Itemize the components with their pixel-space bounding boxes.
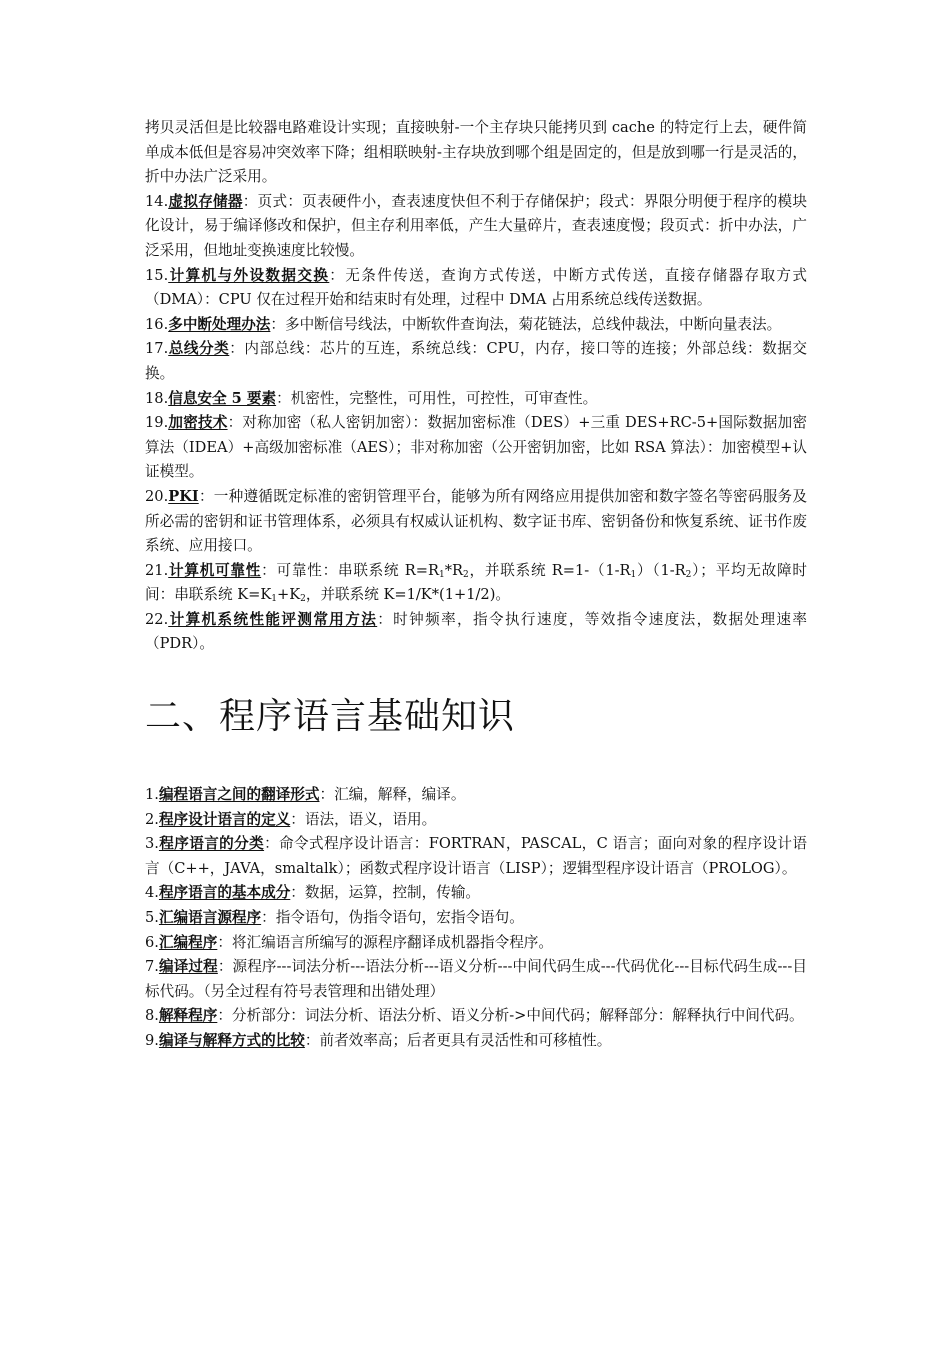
item-number: 1. — [145, 786, 159, 804]
item-number: 5. — [145, 909, 159, 927]
section-heading: 二、程序语言基础知识 — [145, 696, 516, 738]
item-number: 17. — [145, 340, 169, 358]
subscript: 2 — [300, 594, 306, 605]
item-number: 19. — [145, 414, 169, 432]
list-item-6 — [145, 931, 807, 956]
item-title: 加密技术 — [168, 414, 228, 432]
item-text: ：可靠性：串联系统 R=R — [261, 561, 440, 579]
subscript: 1 — [271, 594, 277, 605]
item-number: 14. — [145, 192, 169, 210]
item-text: ：前者效率高；后者更具有灵活性和可移植性。 — [304, 1032, 612, 1049]
item-number: 6. — [145, 933, 159, 951]
item-title: 汇编程序 — [158, 933, 218, 951]
item-text: ：无条件传送，查询方式传送，中断方式传送，直接存储器存取方式（DMA）：CPU 仅在过程开始和结束时有处理，过程中 DMA 占用系统总线传送数据。 — [145, 266, 807, 309]
item-number: 22. — [145, 610, 169, 628]
item-title: 总线分类 — [168, 340, 230, 358]
list-item-22 — [145, 608, 807, 657]
document-page — [145, 116, 807, 1054]
item-title: PKI — [168, 487, 199, 505]
list-item-3 — [145, 832, 807, 881]
item-text: ：指令语句，伪指令语句，宏指令语句。 — [261, 909, 524, 927]
item-number: 8. — [145, 1007, 159, 1025]
item-title: 程序语言的分类 — [158, 835, 265, 853]
item-title: 汇编语言源程序 — [158, 909, 262, 927]
item-title: 编译过程 — [158, 958, 218, 976]
item-number: 4. — [145, 884, 159, 902]
item-number: 2. — [145, 810, 159, 828]
item-number: 18. — [145, 389, 169, 407]
list-item-2 — [145, 808, 807, 833]
item-text: ：多中断信号线法，中断软件查询法，菊花链法，总线仲裁法，中断向量表法。 — [270, 315, 782, 333]
item-text: ：分析部分：词法分析、语法分析、语义分析->中间代码；解释部分：解释执行中间代码。 — [217, 1007, 804, 1025]
list-item-8 — [145, 1004, 807, 1029]
list-item-14 — [145, 190, 807, 264]
list-item-18 — [145, 387, 807, 412]
item-text: ，并联系统 R=1-（1-R — [468, 561, 631, 579]
item-text: ，并联系统 K=1/K*(1+1/2)。 — [305, 586, 510, 604]
item-title: 多中断处理办法 — [168, 315, 271, 333]
item-text: *R — [444, 561, 464, 579]
item-text: ：源程序---词法分析---语法分析---语义分析---中间代码生成---代码优化---目标代码生成---目标代码。（另全过程有符号表管理和出错处理） — [145, 958, 807, 1000]
item-text: ：时钟频率，指令执行速度，等效指令速度法，数据处理速率（PDR）。 — [145, 610, 807, 653]
subscript: 2 — [685, 569, 692, 580]
item-text: ：汇编，解释，编译。 — [319, 786, 466, 804]
subscript: 1 — [630, 569, 637, 580]
item-number: 9. — [145, 1032, 159, 1049]
item-title: 虚拟存储器 — [168, 192, 243, 210]
list-item-4 — [145, 881, 807, 906]
item-number: 7. — [145, 958, 159, 976]
item-number: 15. — [145, 266, 169, 284]
list-item-7 — [145, 955, 807, 1004]
subscript: 1 — [439, 569, 445, 580]
item-title: 计算机系统性能评测常用方法 — [168, 610, 378, 628]
item-text: ：对称加密（私人密钥加密）：数据加密标准（DES）+三重 DES+RC-5+国际数据加密算法（IDEA）+高级加密标准（AES）；非对称加密（公开密钥加密，比如 RSA 算法）：加密模型+认证模型。 — [145, 414, 807, 481]
item-number: 16. — [145, 315, 169, 333]
list-item-5 — [145, 906, 807, 931]
item-text: ：一种遵循既定标准的密钥管理平台，能够为所有网络应用提供加密和数字签名等密码服务及所必需的密钥和证书管理体系，必须具有权威认证机构、数字证书库、密钥备份和恢复系统、证书作废系统、应用接口。 — [145, 487, 807, 555]
item-number: 21. — [145, 561, 169, 579]
item-title: 程序设计语言的定义 — [158, 810, 291, 828]
list-item-19 — [145, 411, 807, 485]
item-text: ：数据，运算，控制，传输。 — [290, 884, 481, 902]
item-text: ）（1-R — [636, 561, 686, 579]
subscript: 2 — [463, 569, 469, 580]
item-text: ：机密性，完整性，可用性，可控性，可审查性。 — [276, 389, 598, 407]
list-item-20 — [145, 485, 807, 559]
item-title: 计算机可靠性 — [168, 561, 262, 579]
list-item-9 — [145, 1029, 807, 1054]
intro-paragraph: 拷贝灵活但是比较器电路难设计实现；直接映射-一个主存块只能拷贝到 cache 的特定行上去，硬件简单成本低但是容易冲突效率下降；组相联映射-主存块放到哪个组是固定的，但是放到哪一行是灵活的，折中办法广泛采用。 — [145, 119, 807, 186]
list-item-15 — [145, 264, 807, 313]
list-item-21 — [145, 559, 807, 608]
item-text: ：内部总线：芯片的互连，系统总线：CPU，内存，接口等的连接；外部总线：数据交换。 — [145, 340, 807, 382]
item-title: 解释程序 — [158, 1007, 218, 1025]
item-title: 编程语言之间的翻译形式 — [158, 786, 320, 804]
item-text: +K — [276, 586, 301, 604]
list-item-17 — [145, 337, 807, 386]
item-title: 程序语言的基本成分 — [158, 884, 291, 902]
item-title: 编译与解释方式的比较 — [158, 1032, 305, 1049]
list-item-16 — [145, 313, 807, 338]
item-title: 计算机与外设数据交换 — [168, 266, 330, 284]
item-text: ：命令式程序设计语言：FORTRAN，PASCAL，C 语言；面向对象的程序设计语言（C++，JAVA，smaltalk）；函数式程序设计语言（LISP）；逻辑型程序设计语言（PROLOG）。 — [145, 835, 807, 877]
item-text: ：语法，语义，语用。 — [290, 810, 437, 828]
item-text: ：页式：页表硬件小，查表速度快但不利于存储保护；段式：界限分明便于程序的模块化设计，易于编译修改和保护，但主存利用率低，产生大量碎片，查表速度慢；段页式：折中办法，广泛采用，但地址变换速度比较慢。 — [145, 192, 807, 259]
item-text: ）；平均无故障时间：串联系统 K=K — [145, 561, 807, 604]
list-item-1 — [145, 783, 807, 808]
item-title: 信息安全 5 要素 — [168, 389, 277, 407]
item-number: 20. — [145, 487, 169, 505]
item-text: ：将汇编语言所编写的源程序翻译成机器指令程序。 — [217, 933, 553, 951]
item-number: 3. — [145, 835, 159, 853]
